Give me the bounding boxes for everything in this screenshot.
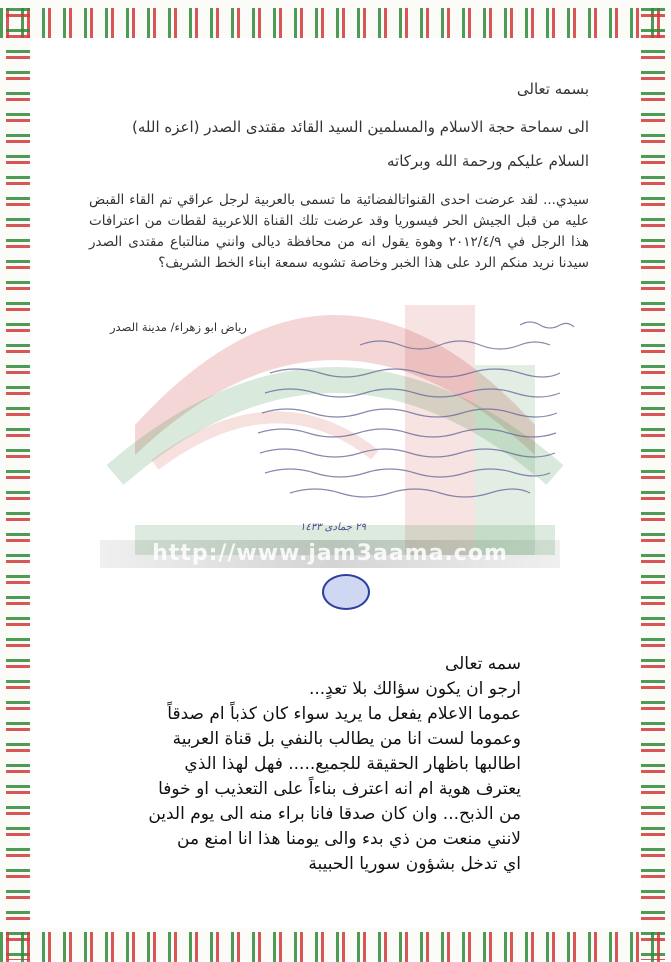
- transcription-line: سمه تعالى: [444, 654, 521, 674]
- decorative-border-bottom: [0, 932, 671, 962]
- letter-body: سيدي... لقد عرضت احدى القنواتالفضائية ما تسمى بالعربية لرجل عراقي تم القاء القبض عليه من قبل الجيش الحر فيسوريا وقد عرضت تلك القناة اللاعربية لقطات من اعترافات هذا الرجل في ٢٠١٢/٤/٩ وهوة يقول انه من محافظة ديالى وانني منالتباع مقتدى الصدر سيدنا نريد منكم الرد على هذا الخبر وخاصة تشويه سمعة ابناء الخط الشريف؟: [89, 192, 589, 271]
- transcription-line: يعترف هوية ام انه اعترف بناءاً على التعذيب او خوفا: [158, 779, 521, 799]
- transcription-line: عموما الاعلام يفعل ما يريد سواء كان كذباً ام صدقاً: [167, 704, 521, 724]
- reply-transcription: [61, 652, 521, 877]
- letter-addressee: الى سماحة حجة الاسلام والمسلمين السيد القائد مقتدى الصدر (اعزه الله): [132, 118, 589, 136]
- seal-stamp: [322, 574, 370, 610]
- decorative-border-left: [6, 8, 30, 960]
- transcription-line: اطالبها باظهار الحقيقة للجميع..... فهل لهذا الذي: [184, 754, 521, 774]
- transcription-line: ارجو ان يكون سؤالك بلا تعدٍ...: [308, 679, 521, 699]
- handwritten-date: ٢٩ جمادى ١٤٣٣: [300, 522, 366, 533]
- decorative-border-top: [0, 8, 671, 38]
- decorative-border-right: [641, 8, 665, 960]
- transcription-line: لانني منعت من ذي بدء والى يومنا هذا انا امنع من: [177, 829, 521, 849]
- transcription-line: اي تدخل بشؤون سوريا الحبيبة: [308, 854, 521, 874]
- transcription-line: من الذبح... وان كان صدقا فانا براء منه الى يوم الدين: [148, 804, 521, 824]
- letter-greeting: السلام عليكم ورحمة الله وبركاته: [387, 152, 589, 170]
- watermark-url: http://www.jam3aama.com: [100, 540, 560, 568]
- letter-signature: رياض ابو زهراء/ مدينة الصدر: [110, 320, 247, 334]
- transcription-line: وعموما لست انا من يطالب بالنفي بل قناة العربية: [172, 729, 521, 749]
- letter-salutation: بسمه تعالى: [516, 80, 589, 98]
